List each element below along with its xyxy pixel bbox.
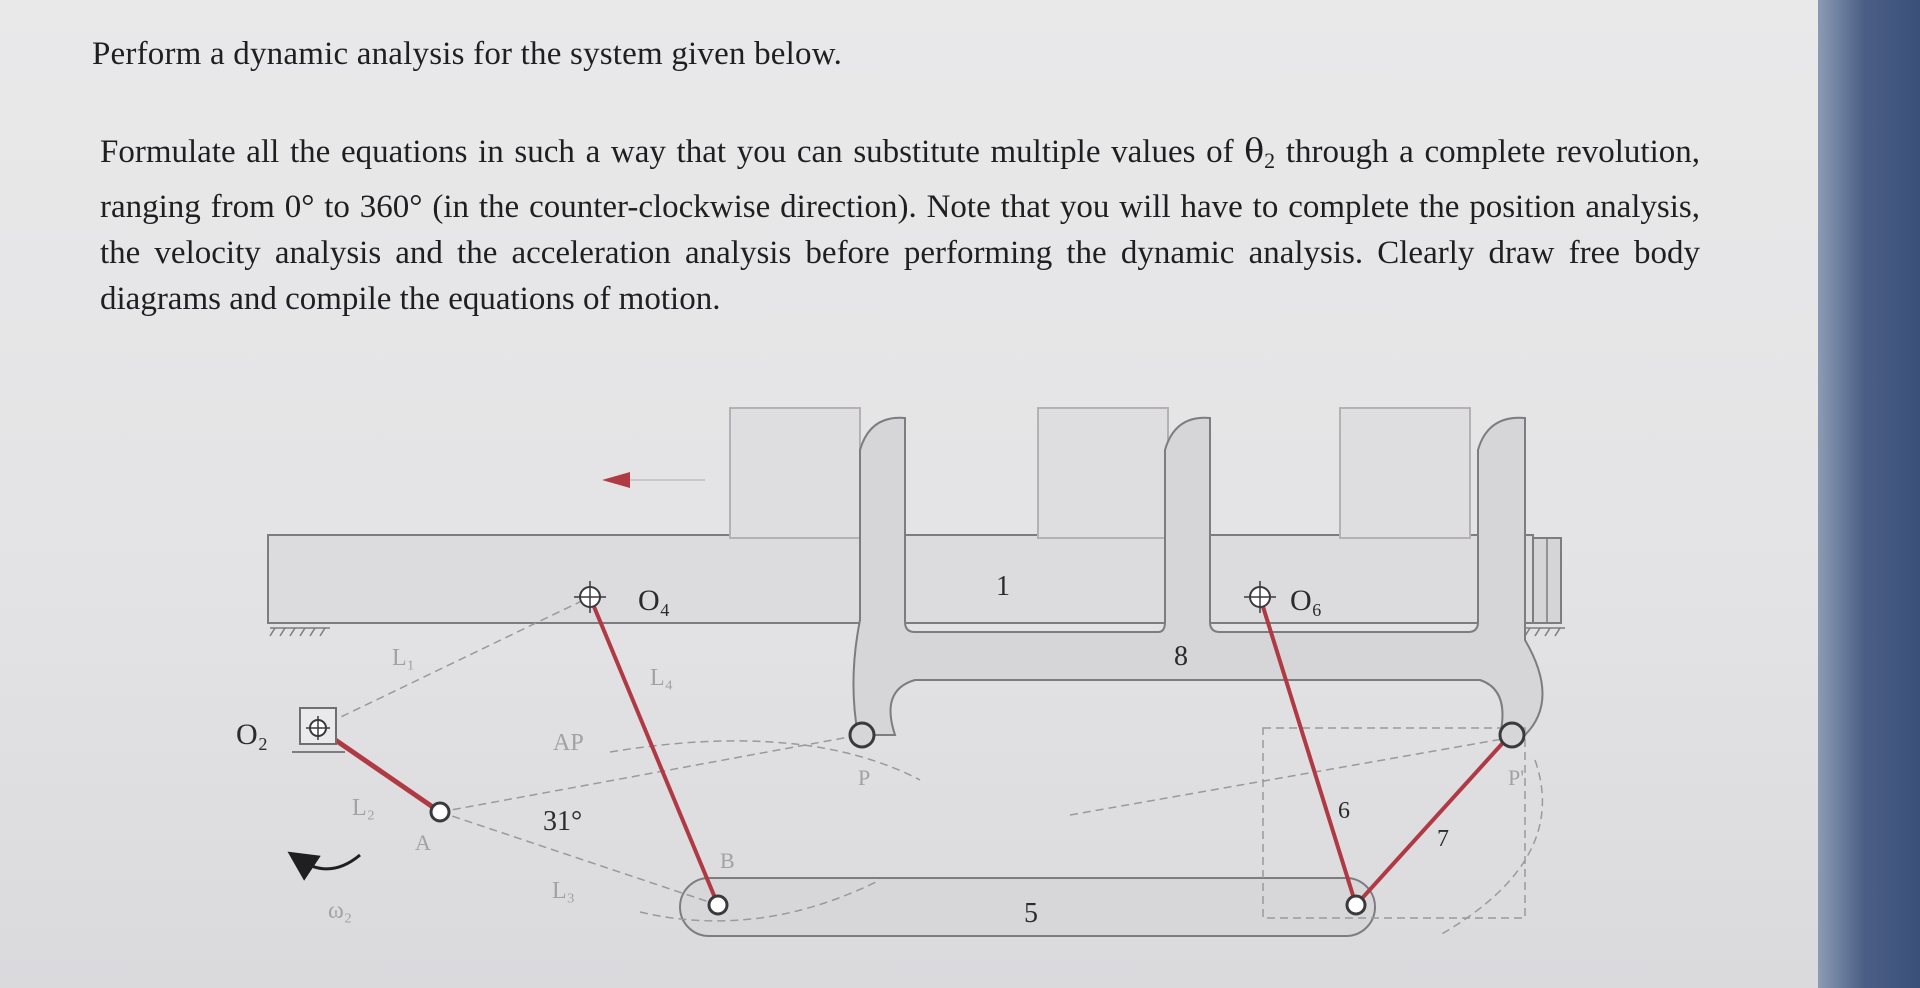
joint-a [431,803,449,821]
label-ap: AP [553,730,584,756]
theta-symbol: θ [1244,131,1265,170]
omega2-arrow [300,855,360,869]
joint-b [709,896,727,914]
package-1 [730,408,860,538]
label-link-1: 1 [996,571,1010,602]
pivot-o2 [292,708,345,752]
label-omega2: ω₂ [328,898,353,924]
joint-p-prime [1500,723,1524,747]
problem-text-part2: through a complete revolution, ranging from 0° to 360° (in the counter-clockwise direction). Note that you will have to complete the position analysis, the velocity analysis and the acceleration analysis before performing the dynamic analysis. Clearly draw free body diagrams and compile the equations of motion. [100,134,1700,317]
label-p: P [858,765,871,790]
package-2 [1038,408,1168,538]
label-l4: L₄ [650,665,674,691]
label-link-6: 6 [1338,798,1350,824]
problem-intro: Perform a dynamic analysis for the system given below. [92,36,843,72]
joint-b6 [1347,896,1365,914]
packages [730,408,1470,538]
label-o4: O₄ [638,584,671,617]
label-l1: L₁ [392,645,416,671]
joint-p [850,723,874,747]
motion-arrow [602,472,705,488]
problem-text-part1: Formulate all the equations in such a way that you can substitute multiple values of [100,134,1245,170]
ground-frame [268,535,1565,636]
link-4 [590,597,718,905]
label-o2: O₂ [236,718,269,751]
label-l2: L₂ [352,795,376,821]
label-link-8: 8 [1174,641,1188,672]
monitor-bezel [1818,0,1920,988]
label-link-7: 7 [1437,826,1449,852]
label-b: B [720,848,735,873]
label-l3: L₃ [552,878,576,904]
label-angle: 31° [543,806,583,837]
label-p-prime: P' [1508,765,1525,790]
label-o6: O₆ [1290,584,1323,617]
label-a: A [415,830,431,855]
theta-subscript: 2 [1264,148,1276,173]
package-3 [1340,408,1470,538]
label-link-5: 5 [1024,898,1038,929]
